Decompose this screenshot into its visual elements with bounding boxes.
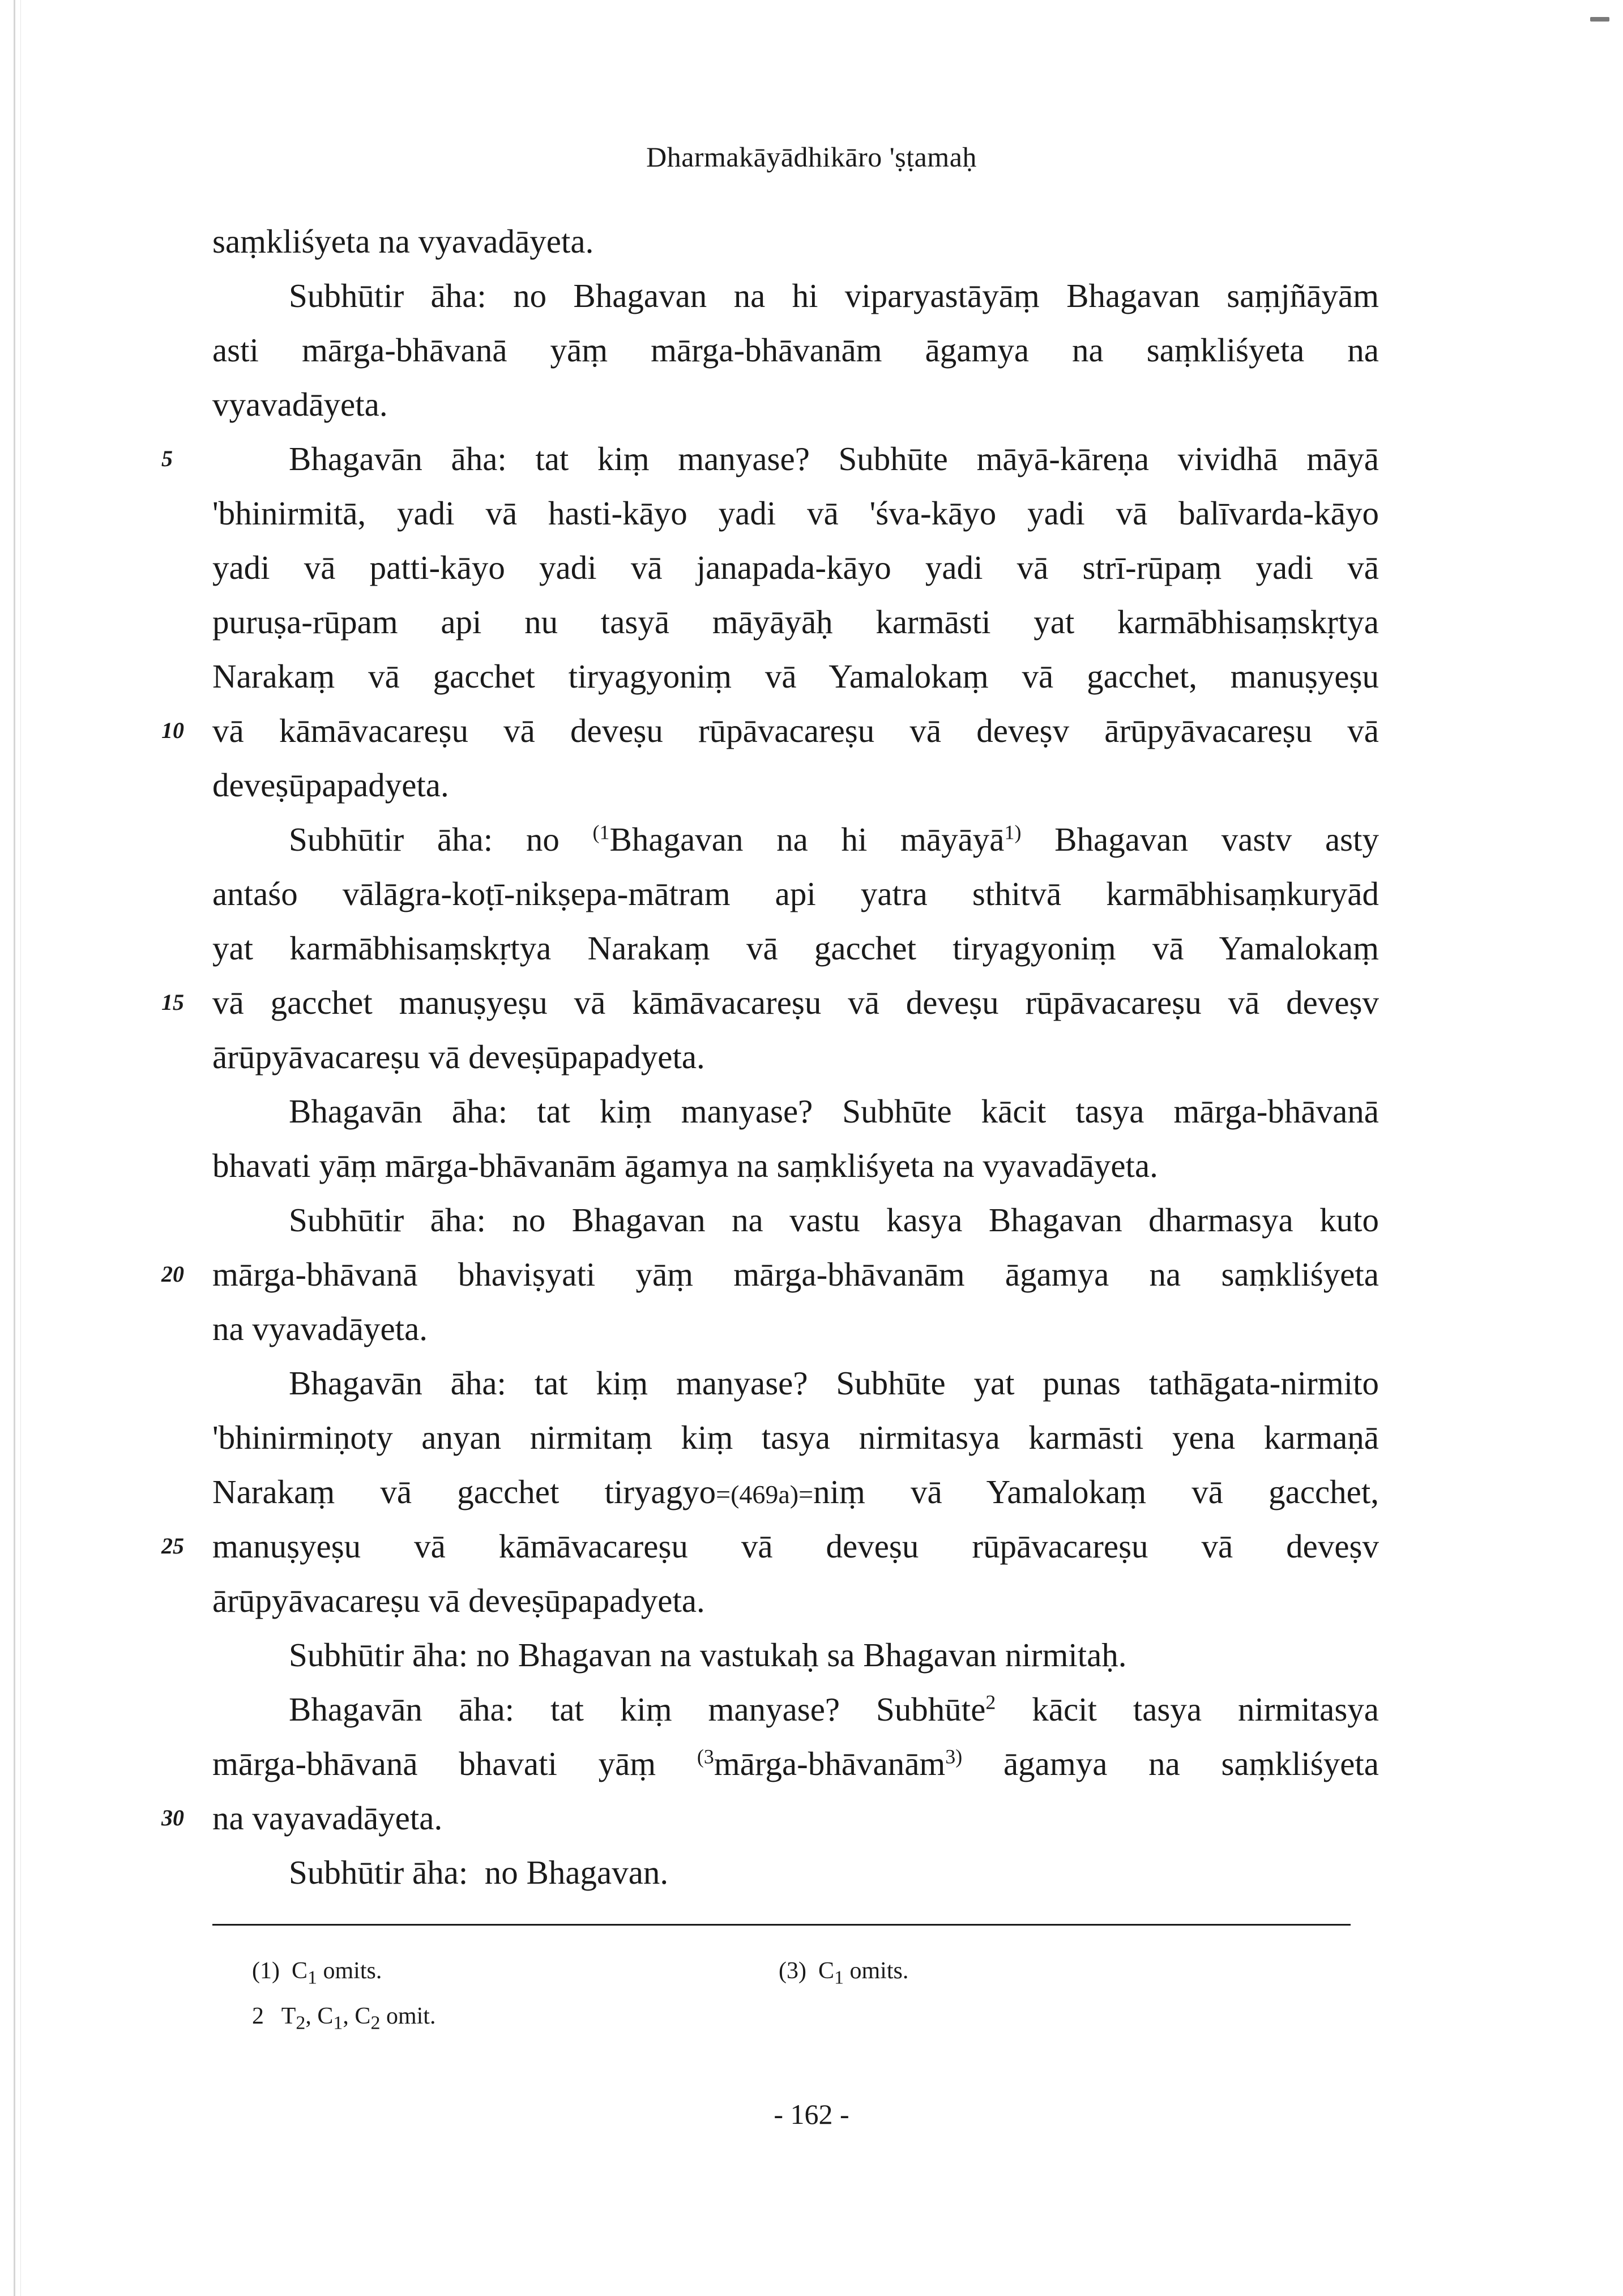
text-line xyxy=(212,540,1379,595)
text-line xyxy=(212,377,1379,432)
text-line xyxy=(212,867,1379,921)
line-text: Subhūtir āha: no $^{(1}$Bhagavan na hi māyāyā$^{1)}$ Bhagavan vastv asty xyxy=(289,821,1379,858)
line-text: na vyavadāyeta. xyxy=(212,1310,428,1347)
line-number: 20 xyxy=(161,1261,184,1287)
text-line xyxy=(212,214,1379,268)
line-number: 5 xyxy=(161,446,173,471)
text-line xyxy=(161,1247,1379,1301)
line-text: Subhūtir āha: no Bhagavan na vastukaḥ sa Bhagavan nirmitaḥ. xyxy=(289,1636,1127,1674)
footnote-rule xyxy=(212,1924,1351,1926)
text-line xyxy=(212,1030,1379,1084)
text-line xyxy=(212,486,1379,540)
main-text-block xyxy=(161,214,1379,1900)
text-line xyxy=(212,921,1379,975)
text-line xyxy=(212,323,1379,377)
line-text: Subhūtir āha: no Bhagavan. xyxy=(289,1854,669,1891)
line-text: Bhagavān āha: tat kiṃ manyase? Subhūte māyā-kāreṇa vividhā māyā xyxy=(289,440,1379,477)
line-text: vyavadāyeta. xyxy=(212,386,388,423)
line-text: asti mārga-bhāvanā yāṃ mārga-bhāvanām āgamya na saṃkliśyeta na xyxy=(212,331,1379,369)
line-text: saṃkliśyeta na vyavadāyeta. xyxy=(212,223,594,260)
line-text: 'bhinirmiṇoty anyan nirmitaṃ kiṃ tasya nirmitasya karmāsti yena karmaṇā xyxy=(212,1419,1379,1456)
text-line xyxy=(212,812,1379,867)
line-number: 10 xyxy=(161,718,184,743)
text-line xyxy=(212,1628,1379,1682)
line-text: mārga-bhāvanā bhavati yāṃ $^{(3}$mārga-bhāvanām$^{3)}$ āgamya na saṃkliśyeta xyxy=(212,1745,1379,1782)
line-text: na vayavadāyeta. xyxy=(212,1799,443,1837)
line-text: yadi vā patti-kāyo yadi vā janapada-kāyo yadi vā strī-rūpaṃ yadi vā xyxy=(212,549,1379,586)
scan-corner-mark xyxy=(1590,17,1609,22)
footnote-row xyxy=(252,1948,1328,1994)
line-text: vā kāmāvacareṣu vā deveṣu rūpāvacareṣu vā deveṣv ārūpyāvacareṣu vā xyxy=(212,712,1379,749)
text-line xyxy=(212,1845,1379,1900)
text-line xyxy=(212,1193,1379,1247)
page-edge-line-inner xyxy=(20,0,21,2296)
text-line xyxy=(161,1791,1379,1845)
line-text: 'bhinirmitā, yadi vā hasti-kāyo yadi vā 'śva-kāyo yadi vā balīvarda-kāyo xyxy=(212,494,1379,532)
line-number: 30 xyxy=(161,1805,184,1830)
page-number: - 162 - xyxy=(774,2098,849,2130)
text-line xyxy=(212,1573,1379,1628)
text-line xyxy=(212,595,1379,649)
line-text: manuṣyeṣu vā kāmāvacareṣu vā deveṣu rūpāvacareṣu vā deveṣv xyxy=(212,1527,1379,1565)
line-text: antaśo vālāgra-koṭī-nikṣepa-mātram api yatra sthitvā karmābhisaṃkuryād xyxy=(212,875,1379,912)
text-line xyxy=(212,1356,1379,1410)
line-text: Bhagavān āha: tat kiṃ manyase? Subhūte yat punas tathāgata-nirmito xyxy=(289,1364,1379,1402)
text-line xyxy=(212,649,1379,703)
footnote-3: (3) $C_1$ omits. xyxy=(779,1958,909,1988)
line-text: vā gacchet manuṣyeṣu vā kāmāvacareṣu vā deveṣu rūpāvacareṣu vā deveṣv xyxy=(212,984,1379,1021)
footnote-1: (1) $C_1$ omits. xyxy=(252,1958,382,1988)
line-text: Subhūtir āha: no Bhagavan na hi viparyastāyāṃ Bhagavan saṃjñāyām xyxy=(289,277,1379,314)
text-line xyxy=(212,1138,1379,1193)
text-line xyxy=(161,975,1379,1030)
footnote-row xyxy=(252,1994,1328,2039)
line-text: mārga-bhāvanā bhaviṣyati yāṃ mārga-bhāvanām āgamya na saṃkliśyeta xyxy=(212,1256,1379,1293)
text-line xyxy=(212,1410,1379,1465)
line-text: ārūpyāvacareṣu vā deveṣūpapadyeta. xyxy=(212,1038,705,1076)
text-line xyxy=(212,1084,1379,1138)
line-text: ārūpyāvacareṣu vā deveṣūpapadyeta. xyxy=(212,1582,705,1619)
line-text: Narakaṃ vā gacchet tiryagyo=(469a)=niṃ vā Yamalokaṃ vā gacchet, xyxy=(212,1473,1379,1510)
line-number: 15 xyxy=(161,989,184,1015)
page-edge-line xyxy=(14,0,15,2296)
line-text: bhavati yāṃ mārga-bhāvanām āgamya na saṃkliśyeta na vyavadāyeta. xyxy=(212,1147,1158,1184)
text-line xyxy=(212,268,1379,323)
text-line xyxy=(161,1519,1379,1573)
line-text: yat karmābhisaṃskṛtya Narakaṃ vā gacchet tiryagyoniṃ vā Yamalokaṃ xyxy=(212,929,1379,967)
text-line xyxy=(212,1682,1379,1736)
line-text: puruṣa-rūpam api nu tasyā māyāyāḥ karmāsti yat karmābhisaṃskṛtya xyxy=(212,603,1379,641)
text-line xyxy=(212,1465,1379,1519)
line-text: Bhagavān āha: tat kiṃ manyase? Subhūte kācit tasya mārga-bhāvanā xyxy=(289,1092,1379,1130)
text-line xyxy=(161,703,1379,758)
text-line xyxy=(212,758,1379,812)
text-line xyxy=(212,1301,1379,1356)
line-text: Subhūtir āha: no Bhagavan na vastu kasya Bhagavan dharmasya kuto xyxy=(289,1201,1379,1239)
footnote-2: 2 $T_2$, $C_1$, $C_2$ omit. xyxy=(252,2003,436,2034)
line-text: deveṣūpapadyeta. xyxy=(212,766,449,804)
running-head: Dharmakāyādhikāro 'ṣṭamaḥ xyxy=(646,141,977,173)
line-text: Narakaṃ vā gacchet tiryagyoniṃ vā Yamalokaṃ vā gacchet, manuṣyeṣu xyxy=(212,658,1379,695)
line-number: 25 xyxy=(161,1533,184,1559)
text-line xyxy=(161,432,1379,486)
footnotes xyxy=(252,1948,1328,2039)
line-text: Bhagavān āha: tat kiṃ manyase? Subhūte$^2$ kācit tasya nirmitasya xyxy=(289,1691,1379,1728)
text-line xyxy=(212,1736,1379,1791)
